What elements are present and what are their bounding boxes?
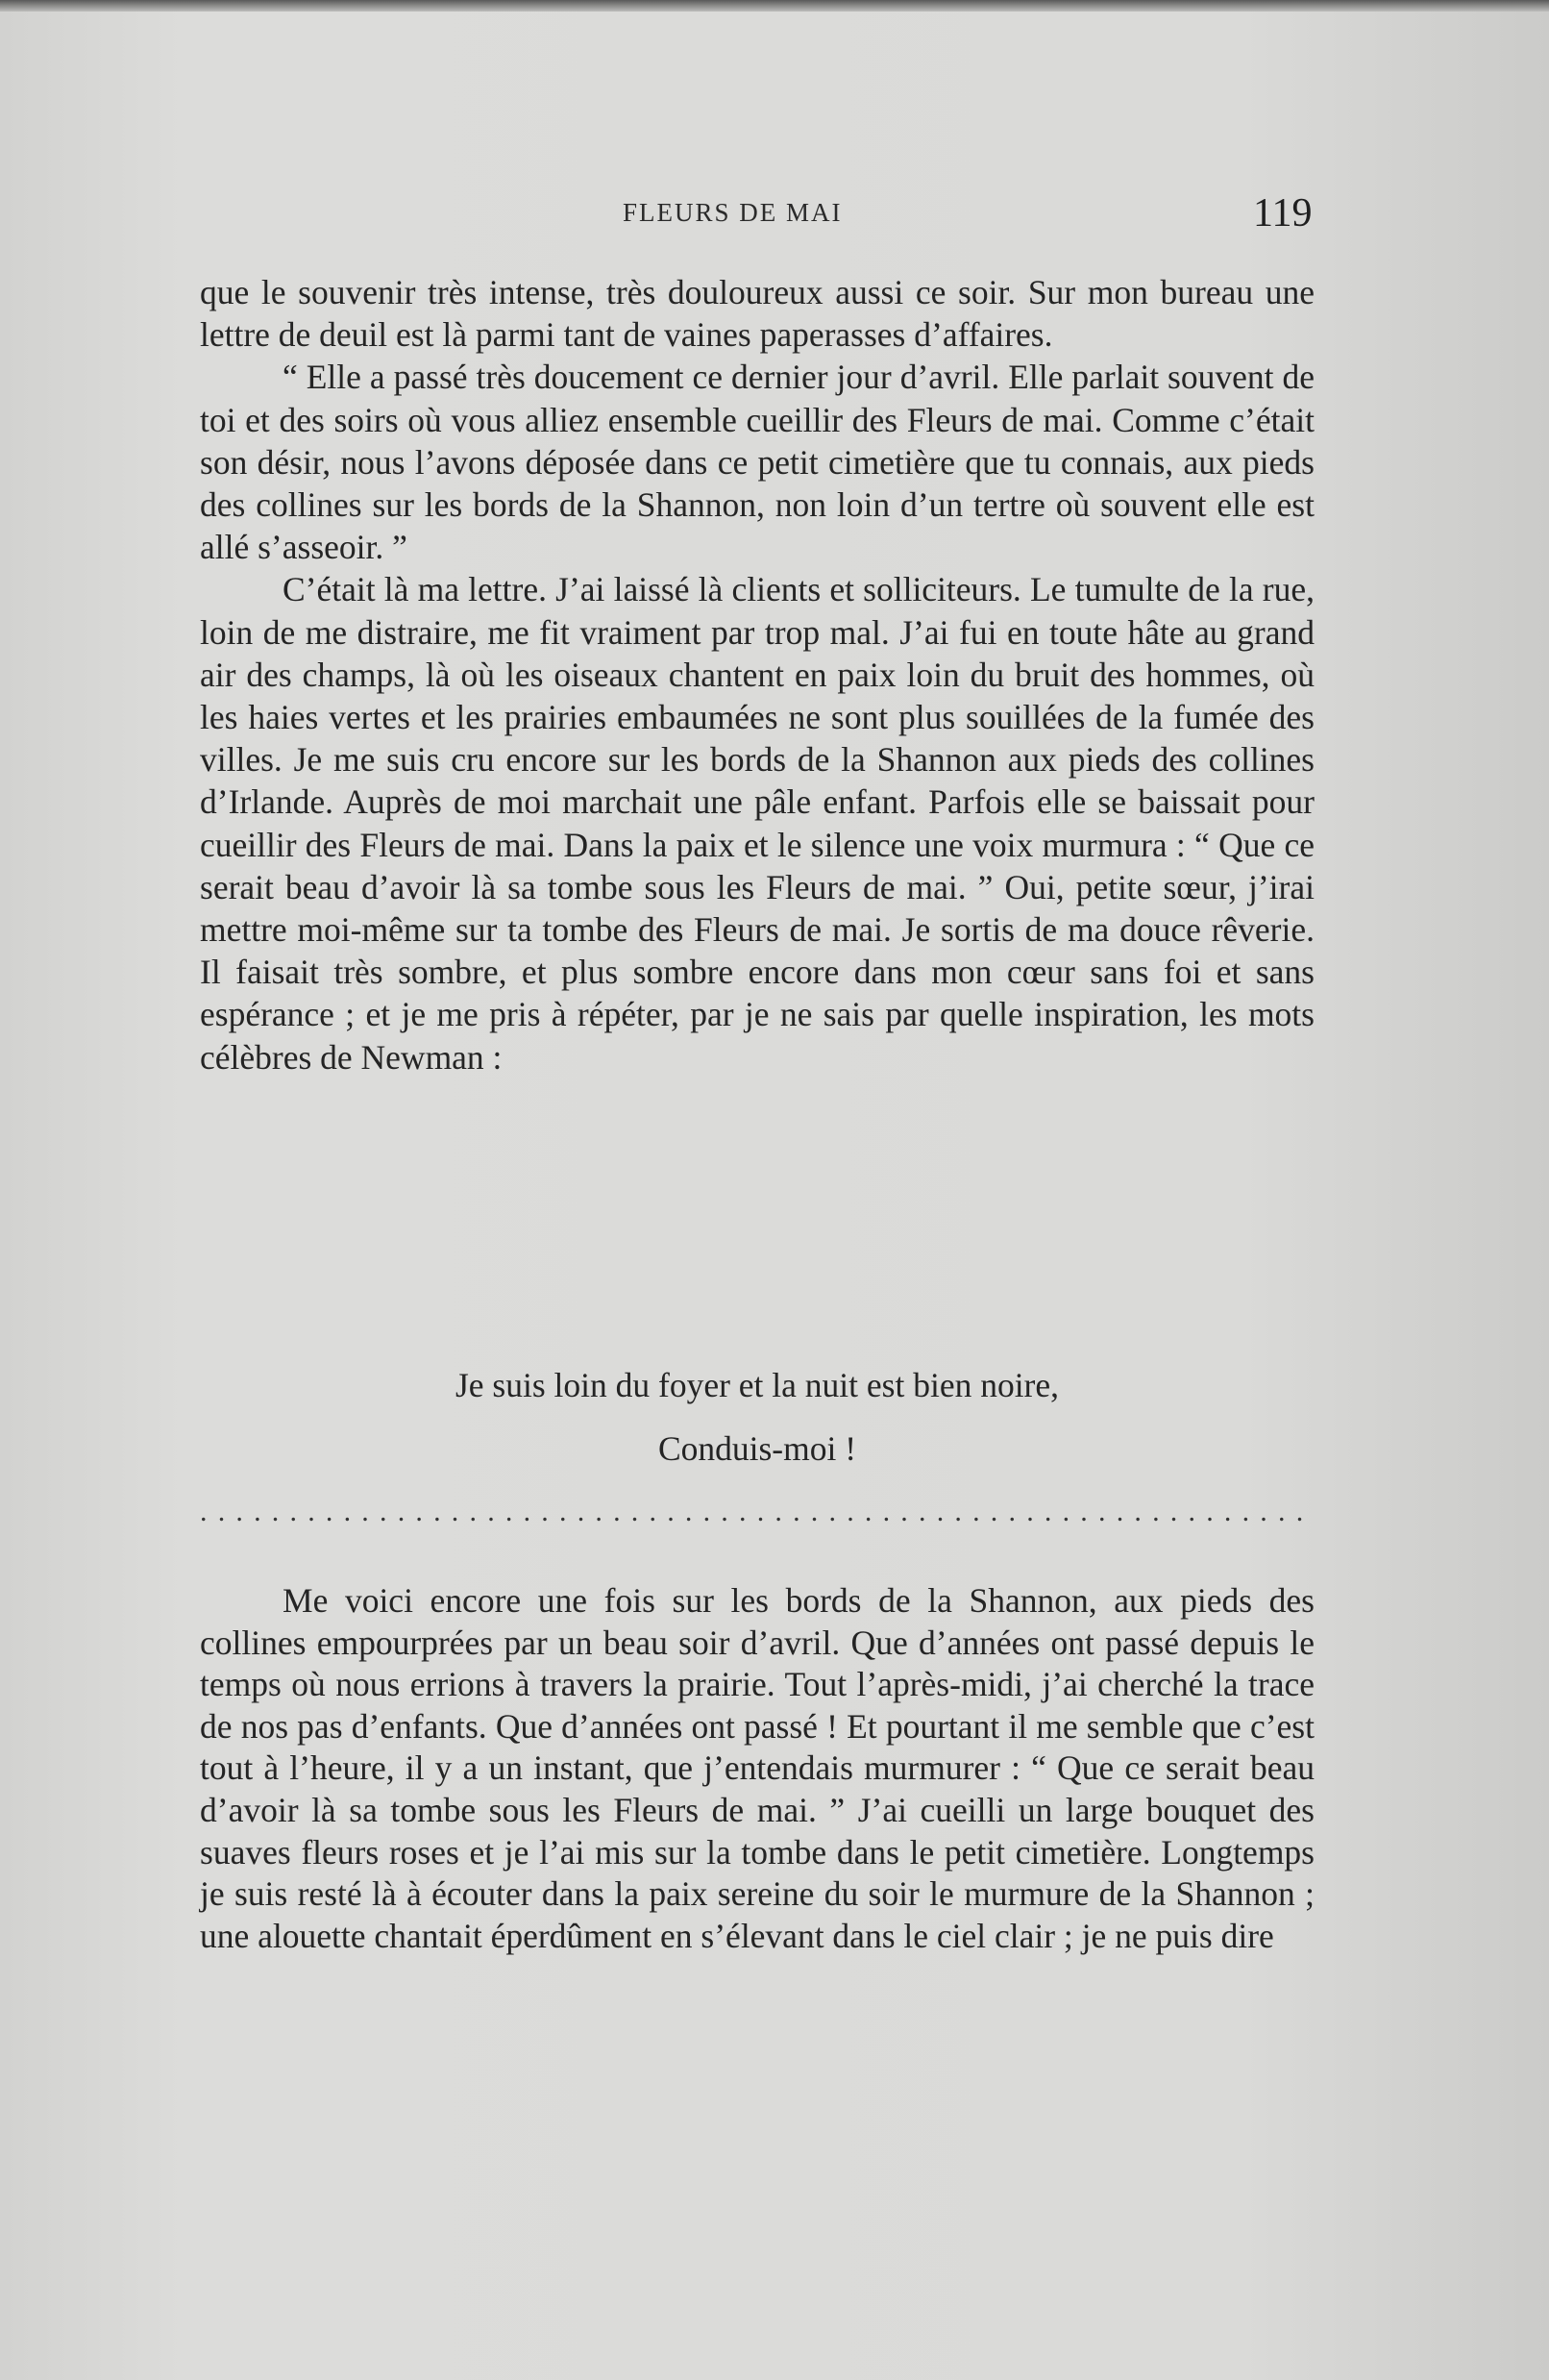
verse-line-2: Conduis-moi ! xyxy=(657,1429,857,1468)
paragraph-4: Me voici encore une fois sur les bords de la Shannon, aux pieds des collines empourprées par un beau soir d’avril. Que d’années ont passé depuis le temps où nous errions à travers la prairie. Tout l’après-midi, j’ai cherché la trace de nos pas d’enfants. Que d’années ont passé ! Et pourtant il me semble que c’est tout à l’heure, il y a un instant, que j’entendais murmurer : “ Que ce serait beau d’avoir là sa tombe sous les Fleurs de mai. ” J’ai cueilli un large bouquet des suaves fleurs roses et je l’ai mis sur la tombe dans le petit cimetière. Longtemps je suis resté là à écouter dans la paix sereine du soir le murmure de la Shannon ; une alouette chantait éperdûment en s’élevant dans le ciel clair ; je ne puis dire xyxy=(200,1581,1315,1955)
paragraph-2: “ Elle a passé très doucement ce dernier jour d’avril. Elle parlait souvent de toi et des soirs où vous alliez ensemble cueillir des Fleurs de mai. Comme c’était son désir, nous l’avons déposée dans ce petit cimetière que tu connais, aux pieds des collines sur les bords de la Shannon, non loin d’un tertre où souvent elle est allé s’asseoir. ” xyxy=(200,358,1315,567)
body-text-top xyxy=(200,271,1315,1078)
body-text-bottom xyxy=(200,1580,1315,1957)
page-top-edge xyxy=(0,0,1549,12)
page-number: 119 xyxy=(1253,191,1313,236)
dotted-separator: .............................................................. xyxy=(200,1496,1315,1525)
page-header xyxy=(0,190,1549,248)
paragraph-1: que le souvenir très intense, très douloureux aussi ce soir. Sur mon bureau une lettre de deuil est là parmi tant de vaines paperasses d’affaires. xyxy=(200,273,1315,355)
verse-line-1: Je suis loin du foyer et la nuit est bien noire, xyxy=(455,1366,1060,1404)
paragraph-3: C’était là ma lettre. J’ai laissé là clients et solliciteurs. Le tumulte de la rue, loin de me distraire, me fit vraiment par trop mal. J’ai fui en toute hâte au grand air des champs, là où les oiseaux chantent en paix loin du bruit des hommes, où les haies vertes et les prairies embaumées ne sont plus souillées de la fumée des villes. Je me suis cru encore sur les bords de la Shannon aux pieds des collines d’Irlande. Auprès de moi marchait une pâle enfant. Parfois elle se baissait pour cueillir des Fleurs de mai. Dans la paix et le silence une voix murmura : “ Que ce serait beau d’avoir là sa tombe sous les Fleurs de mai. ” Oui, petite sœur, j’irai mettre moi-même sur ta tombe des Fleurs de mai. Je sortis de ma douce rêverie. Il faisait très sombre, et plus sombre encore dans mon cœur sans foi et sans espérance ; et je me pris à répéter, par je ne sais par quelle inspiration, les mots célèbres de Newman : xyxy=(200,570,1315,1077)
running-title: FLEURS DE MAI xyxy=(623,198,843,227)
